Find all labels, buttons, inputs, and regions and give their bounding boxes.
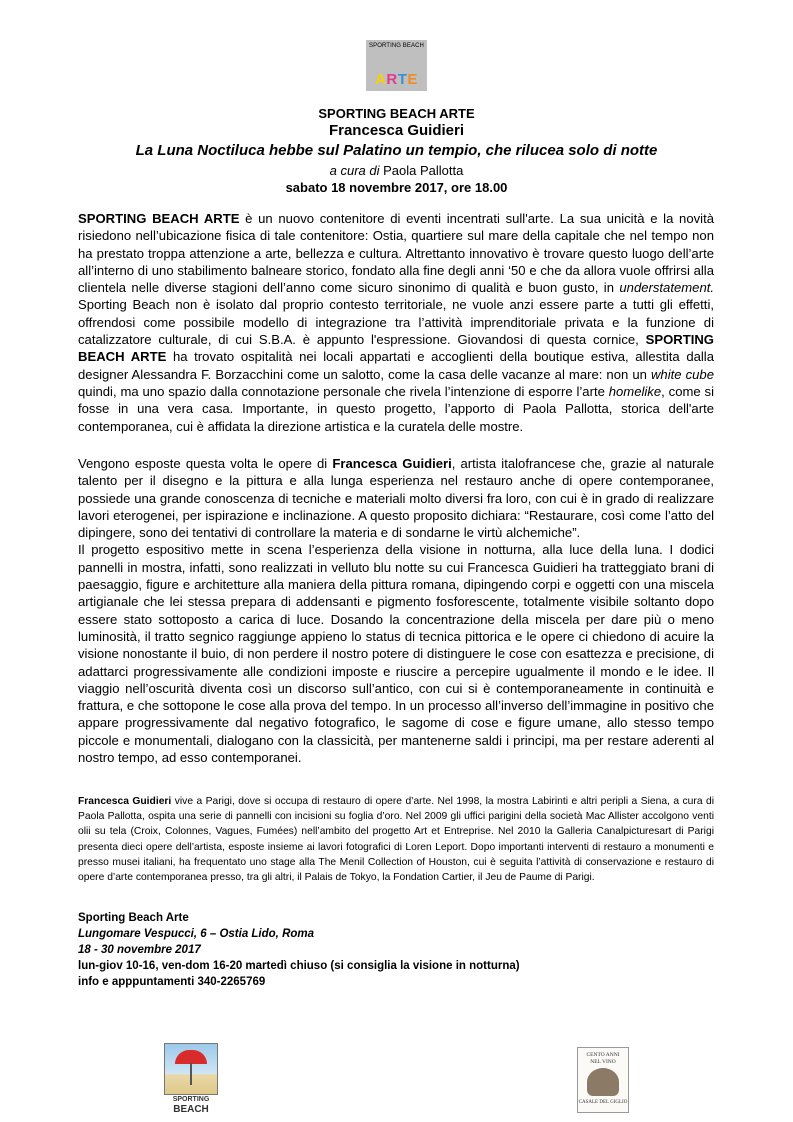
cento-anni-nel-vino-logo (577, 1047, 629, 1113)
bold-artist-name: Francesca Guidieri (332, 456, 452, 471)
italic-text: homelike (608, 383, 662, 399)
beach-umbrella-image (164, 1043, 218, 1095)
logo-arte-text (366, 71, 427, 88)
umbrella-icon (175, 1050, 207, 1064)
venue-name: Sporting Beach Arte (78, 912, 189, 924)
beach-logo-line1: SPORTING (172, 1096, 210, 1103)
beach-logo-line2: BEACH (173, 1104, 209, 1115)
artist-name: Francesca Guidieri (328, 122, 465, 139)
appointment-info: info e apppuntamenti 340-2265769 (78, 976, 266, 988)
bold-artist-name: Francesca Guidieri (78, 796, 172, 807)
exhibition-paragraph (78, 455, 714, 766)
vino-logo-line3: CASALE DEL GIGLIO (578, 1100, 628, 1105)
sporting-beach-logo (164, 1043, 218, 1115)
event-date: sabato 18 novembre 2017, ore 18.00 (285, 180, 508, 195)
logo-brand-text: SPORTING BEACH (369, 43, 424, 49)
vino-logo-line2: NEL VINO (590, 1059, 616, 1065)
curator-name: Paola Pallotta (379, 163, 464, 178)
event-title: SPORTING BEACH ARTE (318, 106, 475, 121)
exhibition-subtitle: La Luna Noctiluca hebbe sul Palatino un tempio, che rilucea solo di notte (135, 142, 658, 159)
paragraph-text: vive a Parigi, dove si occupa di restauro di opere d’arte. Nel 1998, la mostra Labirinti e altri peripli a Siena, a cura di Paola Pallotta, ospita una serie di pannelli con incisioni su foglia d’oro. Nel 2009 gli uffici parigini della società Mac Allister accolgono venti olii su tela (Croix, Colonnes, Vagues, Fumées) nell’ambito del progetto Art et Entreprise. Nel 2010 la Galleria Canalpicturesart di Parigi presenta dieci opere dell’artista, esposte insieme ai lavori fotografici di Loren Leport. Dopo importanti interventi di restauro a monumenti e presso musei italiani, ha frequentato uno stage alla The Menil Collection of Houston, cui è seguita l’attività di conservazione e restauro di opere d’arte contemporanea presso, tra gli altri, il Palais de Tokyo, la Fondation Cartier, il Jeu de Paume di Parigi. (78, 796, 714, 884)
exhibition-dates: 18 - 30 novembre 2017 (78, 944, 201, 956)
curator-prefix: a cura di (329, 163, 380, 178)
artist-bio-paragraph (78, 794, 714, 885)
paragraph-text: , artista italofrancese che, grazie al naturale talento per il disegno e la pittura e alla lunga esperienza nel restauro anche di opere contemporanee, possiede una grande conoscenza di tecniche e materiali molto diversi fra loro, con cui è in grado di realizzare lavori eterogenei, per ispirazione e inclinazione. A questo proposito dichiara: “Restaurare, così come l’atto del dipingere, sono dei tentativi di controllare la materia e di sondarne le virtù alchemiche”. (78, 456, 714, 541)
vino-logo-line1: CENTO ANNI (586, 1052, 620, 1058)
italic-text: white cube (650, 366, 714, 382)
italic-text: understatement. (619, 280, 714, 296)
paragraph-text: Sporting Beach non è isolato dal proprio contesto territoriale, ne vuole anzi essere parte a tutti gli effetti, offrendosi come possibile modello di integrazione tra l’attività imprenditoriale privata e la funzione di catalizzatore culturale, di cui S.B.A. è appunto l'espressione. Giovandosi di questa cornice, (78, 297, 714, 348)
bold-venue-name: SPORTING BEACH ARTE (78, 211, 240, 226)
logo-letter-t: T (397, 71, 408, 88)
logo-letter-a: A (375, 71, 387, 88)
sporting-beach-arte-logo (366, 40, 427, 91)
paragraph-text: è un nuovo contenitore di eventi incentrati sull'arte. La sua unicità e la novità risiedono nell’ubicazione fisica di tale contenitore: Ostia, quartiere sul mare della capitale che nel tempo non ha prestato troppa attenzione a arte, bellezza e cultura. Altrettanto innovativo è trovare questo luogo dell’arte all’interno di uno stabilimento balneare storico, fondato alla fine degli anni ‘50 e che da allora vuole offrirsi alla clientela nelle diverse stagioni dell’anno come sicuro sinonimo di qualità e buon gusto, in (78, 211, 714, 296)
bold-venue-name: SPORTING BEACH ARTE (78, 332, 714, 365)
paragraph-text: Il progetto espositivo mette in scena l’esperienza della visione in notturna, alla luce della luna. I dodici pannelli in mostra, infatti, sono realizzati in velluto blu notte su cui Francesca Guidieri ha tratteggiato brani di paesaggio, figure e architetture alla maniera della pittura romana, dipingendo corpi e oggetti con una miscela artigianale che lei stessa prepara di addensanti e pigmento fosforescente, totalmente visibile soltanto dopo essere stato sottoposto a carica di luce. Dosando la concentrazione della miscela per dare più o meno luminosità, il tratto segnico raggiunge appieno lo status di tecnica pittorica e le opere ci chiedono di acuire la visione nonostante il buio, di non perdere il nostro potere di distinguere le cose con esattezza e precisione, di adattarci progressivamente alle condizioni imposte e riuscire a percepire ugualmente il mondo e le idee. Il viaggio nell’oscurità diventa così un discorso sull’antico, con cui si è contemporaneamente in continuità e frattura, e che sottopone le cose alla prova del tempo. In un processo all’inverso dell’immagine in positivo che appare progressivamente dal negativo fotografico, le sagome di cose e figure umane, allo stesso tempo piccole e monumentali, dialogano con la classicità, per mantenerne saldi i principi, ma per restare aderenti al nostro tempo, ad esso contemporanei. (78, 542, 714, 766)
winery-emblem-icon (587, 1068, 619, 1096)
paragraph-text: Vengono esposte questa volta le opere di (78, 456, 333, 471)
paragraph-text: quindi, ma uno spazio dalla connotazione personale che rivela l’intenzione di esporre l’arte (78, 383, 609, 399)
logo-letter-r: R (386, 71, 398, 88)
opening-hours: lun-giov 10-16, ven-dom 16-20 martedì chiuso (si consiglia la visione in notturna) (78, 960, 520, 972)
intro-paragraph (78, 210, 714, 435)
curator-line (0, 163, 793, 178)
venue-address: Lungomare Vespucci, 6 – Ostia Lido, Roma (78, 928, 315, 940)
paragraph-text: , come si fosse in una vera casa. Importante, in questo progetto, l’apporto di Paola Pallotta, storica dell'arte contemporanea, cui è affidata la direzione artistica e la curatela delle mostre. (78, 383, 714, 434)
contact-info (78, 910, 714, 990)
umbrella-pole (190, 1063, 192, 1085)
paragraph-text: ha trovato ospitalità nei locali appartati e accoglienti della boutique estiva, allestita dalla designer Alessandra F. Borzacchini come un salotto, come la casa delle vacanze al mare: non un (78, 349, 714, 382)
logo-letter-e: E (407, 71, 418, 88)
